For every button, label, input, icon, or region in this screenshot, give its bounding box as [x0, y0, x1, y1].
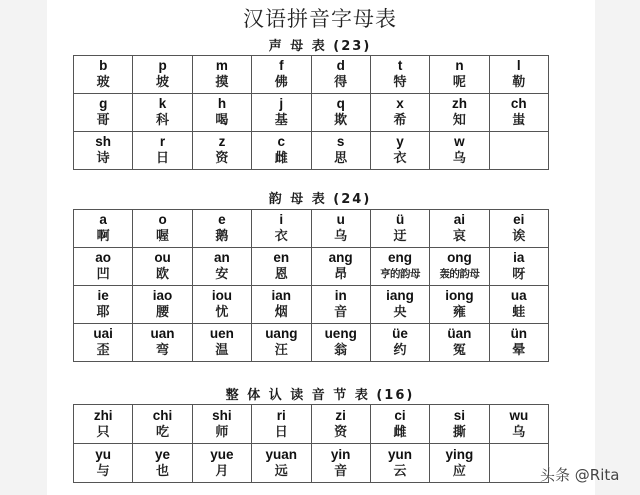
pinyin-label: wu [509, 407, 529, 423]
example-character: 迂 [393, 229, 407, 244]
pinyin-label: si [453, 407, 466, 423]
example-character: 云 [393, 463, 407, 479]
pinyin-cell [133, 324, 192, 362]
example-character: 蚩 [512, 113, 526, 128]
pinyin-cell [133, 132, 192, 170]
example-character: 应 [452, 463, 466, 479]
pinyin-label: ei [513, 212, 525, 227]
pinyin-label: en [273, 250, 290, 265]
example-character: 晕 [512, 343, 526, 358]
pinyin-label: ian [271, 288, 292, 303]
pinyin-label: uen [209, 326, 234, 341]
example-character: 只 [96, 424, 110, 440]
pinyin-cell [252, 210, 311, 248]
pinyin-cell [252, 324, 311, 362]
pinyin-cell [192, 94, 251, 132]
pinyin-label: uang [265, 326, 298, 341]
table-row [74, 286, 549, 324]
example-character: 呀 [512, 267, 526, 282]
pinyin-cell [192, 248, 251, 286]
pinyin-label: f [279, 58, 284, 73]
pinyin-label: ao [95, 250, 112, 265]
example-character: 欧 [156, 267, 170, 282]
example-character: 撕 [452, 424, 466, 440]
example-character: 鹅 [215, 229, 229, 244]
example-character: 师 [215, 424, 229, 440]
pinyin-cell [311, 94, 370, 132]
example-character: 冤 [452, 343, 466, 358]
example-character: 基 [274, 113, 288, 128]
pinyin-label: zhi [93, 407, 113, 423]
pinyin-cell [192, 405, 251, 444]
example-character: 雌 [274, 151, 288, 166]
pinyin-label: üe [392, 326, 408, 341]
table-row [74, 444, 549, 483]
pinyin-label: s [336, 134, 345, 149]
example-character: 亨的韵母 [380, 268, 421, 280]
pinyin-label: ong [447, 250, 472, 265]
pinyin-label: o [158, 212, 167, 227]
example-character: 诶 [512, 229, 526, 244]
pinyin-cell [74, 132, 133, 170]
pinyin-label: g [99, 96, 108, 111]
example-character: 诗 [96, 151, 110, 166]
pinyin-cell [311, 286, 370, 324]
pinyin-cell [192, 132, 251, 170]
pinyin-cell [311, 444, 370, 483]
pinyin-cell [430, 210, 489, 248]
example-character: 资 [334, 424, 348, 440]
pinyin-label: zi [335, 407, 346, 423]
pinyin-label: zh [451, 96, 467, 111]
pinyin-cell [192, 56, 251, 94]
pinyin-cell [192, 286, 251, 324]
pinyin-cell [192, 324, 251, 362]
pinyin-cell [192, 444, 251, 483]
pinyin-cell [489, 56, 548, 94]
pinyin-label: sh [95, 134, 112, 149]
pinyin-cell [370, 56, 429, 94]
example-character: 特 [393, 75, 407, 90]
pinyin-cell [430, 94, 489, 132]
pinyin-label: ua [510, 288, 527, 303]
pinyin-label: ueng [324, 326, 357, 341]
pinyin-cell [252, 444, 311, 483]
example-character: 欺 [334, 113, 348, 128]
pinyin-label: i [279, 212, 284, 227]
pinyin-label: ie [97, 288, 109, 303]
example-character: 思 [334, 151, 348, 166]
table-row [74, 132, 549, 170]
table-row [74, 324, 549, 362]
pinyin-cell [430, 56, 489, 94]
example-character: 弯 [156, 343, 170, 358]
pinyin-label: e [218, 212, 226, 227]
pinyin-cell [74, 324, 133, 362]
pinyin-cell [370, 210, 429, 248]
example-character: 忧 [215, 305, 229, 320]
pinyin-cell [133, 210, 192, 248]
pinyin-cell [370, 444, 429, 483]
pinyin-cell [311, 56, 370, 94]
pinyin-label: yun [388, 446, 413, 462]
example-character: 得 [334, 75, 348, 90]
pinyin-cell [370, 94, 429, 132]
pinyin-cell [489, 405, 548, 444]
pinyin-cell [489, 248, 548, 286]
page-title: 汉语拼音字母表 [243, 7, 397, 31]
pinyin-label: uai [93, 326, 113, 341]
example-character: 音 [334, 305, 348, 320]
pinyin-cell [252, 248, 311, 286]
pinyin-label: ia [513, 250, 525, 265]
pinyin-label: x [396, 96, 404, 111]
pinyin-cell [133, 248, 192, 286]
example-character: 腰 [156, 305, 170, 320]
pinyin-label: ch [510, 96, 527, 111]
pinyin-label: iong [445, 288, 474, 303]
pinyin-cell [489, 210, 548, 248]
pinyin-label: ai [453, 212, 466, 227]
pinyin-label: ang [328, 250, 353, 265]
pinyin-cell [489, 286, 548, 324]
pinyin-cell [370, 248, 429, 286]
example-character: 科 [156, 113, 170, 128]
example-character: 佛 [274, 75, 288, 90]
pinyin-cell [430, 248, 489, 286]
example-character: 乌 [334, 229, 348, 244]
example-character: 汪 [274, 343, 288, 358]
example-character: 日 [274, 424, 288, 440]
pinyin-label: j [279, 96, 284, 111]
pinyin-label: chi [152, 407, 173, 423]
pinyin-cell [489, 324, 548, 362]
example-character: 乌 [452, 151, 466, 166]
example-character: 翁 [334, 343, 348, 358]
example-character: 哀 [452, 229, 466, 244]
example-character: 雌 [393, 424, 407, 440]
pinyin-cell [430, 324, 489, 362]
example-character: 轰的韵母 [439, 268, 480, 280]
pinyin-label: eng [388, 250, 413, 265]
example-character: 温 [215, 343, 229, 358]
pinyin-cell [74, 444, 133, 483]
pinyin-label: n [455, 58, 464, 73]
watermark: 头条 @Rita [540, 466, 620, 484]
pinyin-label: c [277, 134, 286, 149]
pinyin-cell [133, 405, 192, 444]
example-character: 与 [96, 463, 110, 479]
example-character: 耶 [96, 305, 110, 320]
pinyin-cell [311, 248, 370, 286]
whole-syllables-heading: 整 体 认 读 音 节 表 (16) [225, 388, 415, 403]
example-character: 哥 [96, 113, 110, 128]
example-character: 月 [215, 463, 229, 479]
example-character: 蛙 [512, 305, 526, 320]
pinyin-cell [370, 286, 429, 324]
pinyin-label: q [336, 96, 345, 111]
pinyin-label: ou [154, 250, 171, 265]
pinyin-label: uan [150, 326, 175, 341]
finals-table [73, 209, 549, 362]
pinyin-cell [74, 248, 133, 286]
pinyin-cell [192, 210, 251, 248]
table-row [74, 56, 549, 94]
pinyin-label: yue [210, 446, 234, 462]
example-character: 雍 [452, 305, 466, 320]
example-character: 远 [274, 463, 288, 479]
example-character: 安 [215, 267, 229, 282]
example-character: 日 [156, 151, 170, 166]
pinyin-label: an [214, 250, 230, 265]
example-character: 凹 [96, 267, 110, 282]
example-character: 约 [393, 343, 407, 358]
pinyin-cell [489, 94, 548, 132]
whole-syllables-table [73, 404, 549, 483]
pinyin-label: a [99, 212, 107, 227]
example-character: 知 [452, 113, 466, 128]
pinyin-label: iao [152, 288, 173, 303]
pinyin-label: l [516, 58, 521, 73]
pinyin-cell [74, 210, 133, 248]
pinyin-cell [133, 286, 192, 324]
example-character: 资 [215, 151, 229, 166]
example-character: 希 [393, 113, 407, 128]
example-character: 衣 [393, 151, 407, 166]
pinyin-label: h [217, 96, 227, 111]
pinyin-cell [370, 132, 429, 170]
pinyin-label: üan [447, 326, 472, 341]
pinyin-cell [370, 405, 429, 444]
pinyin-label: shi [212, 407, 232, 423]
pinyin-label: ye [155, 446, 171, 462]
example-character: 音 [334, 463, 348, 479]
pinyin-cell [430, 405, 489, 444]
pinyin-label: ri [276, 407, 286, 423]
example-character: 呢 [452, 75, 466, 90]
example-character: 玻 [96, 75, 110, 90]
empty-cell [489, 132, 548, 170]
example-character: 乌 [512, 424, 526, 440]
example-character: 坡 [156, 75, 170, 90]
pinyin-label: ün [510, 326, 528, 341]
pinyin-cell [133, 56, 192, 94]
pinyin-cell [74, 405, 133, 444]
pinyin-label: ü [395, 212, 405, 227]
table-row [74, 405, 549, 444]
pinyin-cell [252, 405, 311, 444]
pinyin-label: ying [445, 446, 474, 462]
example-character: 央 [393, 305, 407, 320]
example-character: 烟 [274, 305, 288, 320]
pinyin-label: y [396, 134, 404, 149]
pinyin-label: iou [211, 288, 233, 303]
pinyin-label: yu [95, 446, 112, 462]
initials-heading: 声 母 表 (23) [268, 39, 372, 54]
pinyin-cell [252, 94, 311, 132]
initials-table [73, 55, 549, 170]
example-character: 也 [156, 463, 170, 479]
pinyin-label: m [215, 58, 228, 73]
pinyin-cell [370, 324, 429, 362]
example-character: 吃 [156, 424, 170, 440]
pinyin-label: iang [386, 288, 414, 303]
example-character: 衣 [274, 229, 288, 244]
pinyin-cell [133, 444, 192, 483]
pinyin-cell [133, 94, 192, 132]
example-character: 摸 [215, 75, 229, 90]
pinyin-label: u [336, 212, 345, 227]
pinyin-label: w [454, 134, 465, 149]
example-character: 歪 [96, 343, 110, 358]
example-character: 恩 [274, 267, 288, 282]
pinyin-cell [311, 324, 370, 362]
table-row [74, 248, 549, 286]
pinyin-cell [74, 94, 133, 132]
pinyin-cell [252, 56, 311, 94]
pinyin-label: t [397, 58, 403, 73]
pinyin-cell [311, 405, 370, 444]
table-row [74, 94, 549, 132]
example-character: 啊 [96, 229, 110, 244]
pinyin-label: yin [330, 446, 351, 462]
finals-heading: 韵 母 表 (24) [268, 192, 372, 207]
pinyin-label: z [218, 134, 226, 149]
example-character: 喔 [156, 229, 170, 244]
example-character: 昂 [334, 267, 348, 282]
table-row [74, 210, 549, 248]
pinyin-cell [311, 210, 370, 248]
pinyin-cell [430, 132, 489, 170]
pinyin-label: p [158, 58, 167, 73]
pinyin-cell [74, 286, 133, 324]
pinyin-cell [311, 132, 370, 170]
pinyin-label: ci [394, 407, 406, 423]
example-character: 喝 [215, 113, 229, 128]
pinyin-label: d [336, 58, 345, 73]
pinyin-label: yuan [265, 446, 298, 462]
pinyin-cell [252, 132, 311, 170]
example-character: 勒 [512, 75, 526, 90]
pinyin-cell [252, 286, 311, 324]
pinyin-cell [430, 444, 489, 483]
pinyin-label: k [158, 96, 167, 111]
pinyin-label: in [334, 288, 347, 303]
pinyin-cell [74, 56, 133, 94]
pinyin-label: r [159, 134, 166, 149]
pinyin-cell [430, 286, 489, 324]
pinyin-label: b [99, 58, 108, 73]
